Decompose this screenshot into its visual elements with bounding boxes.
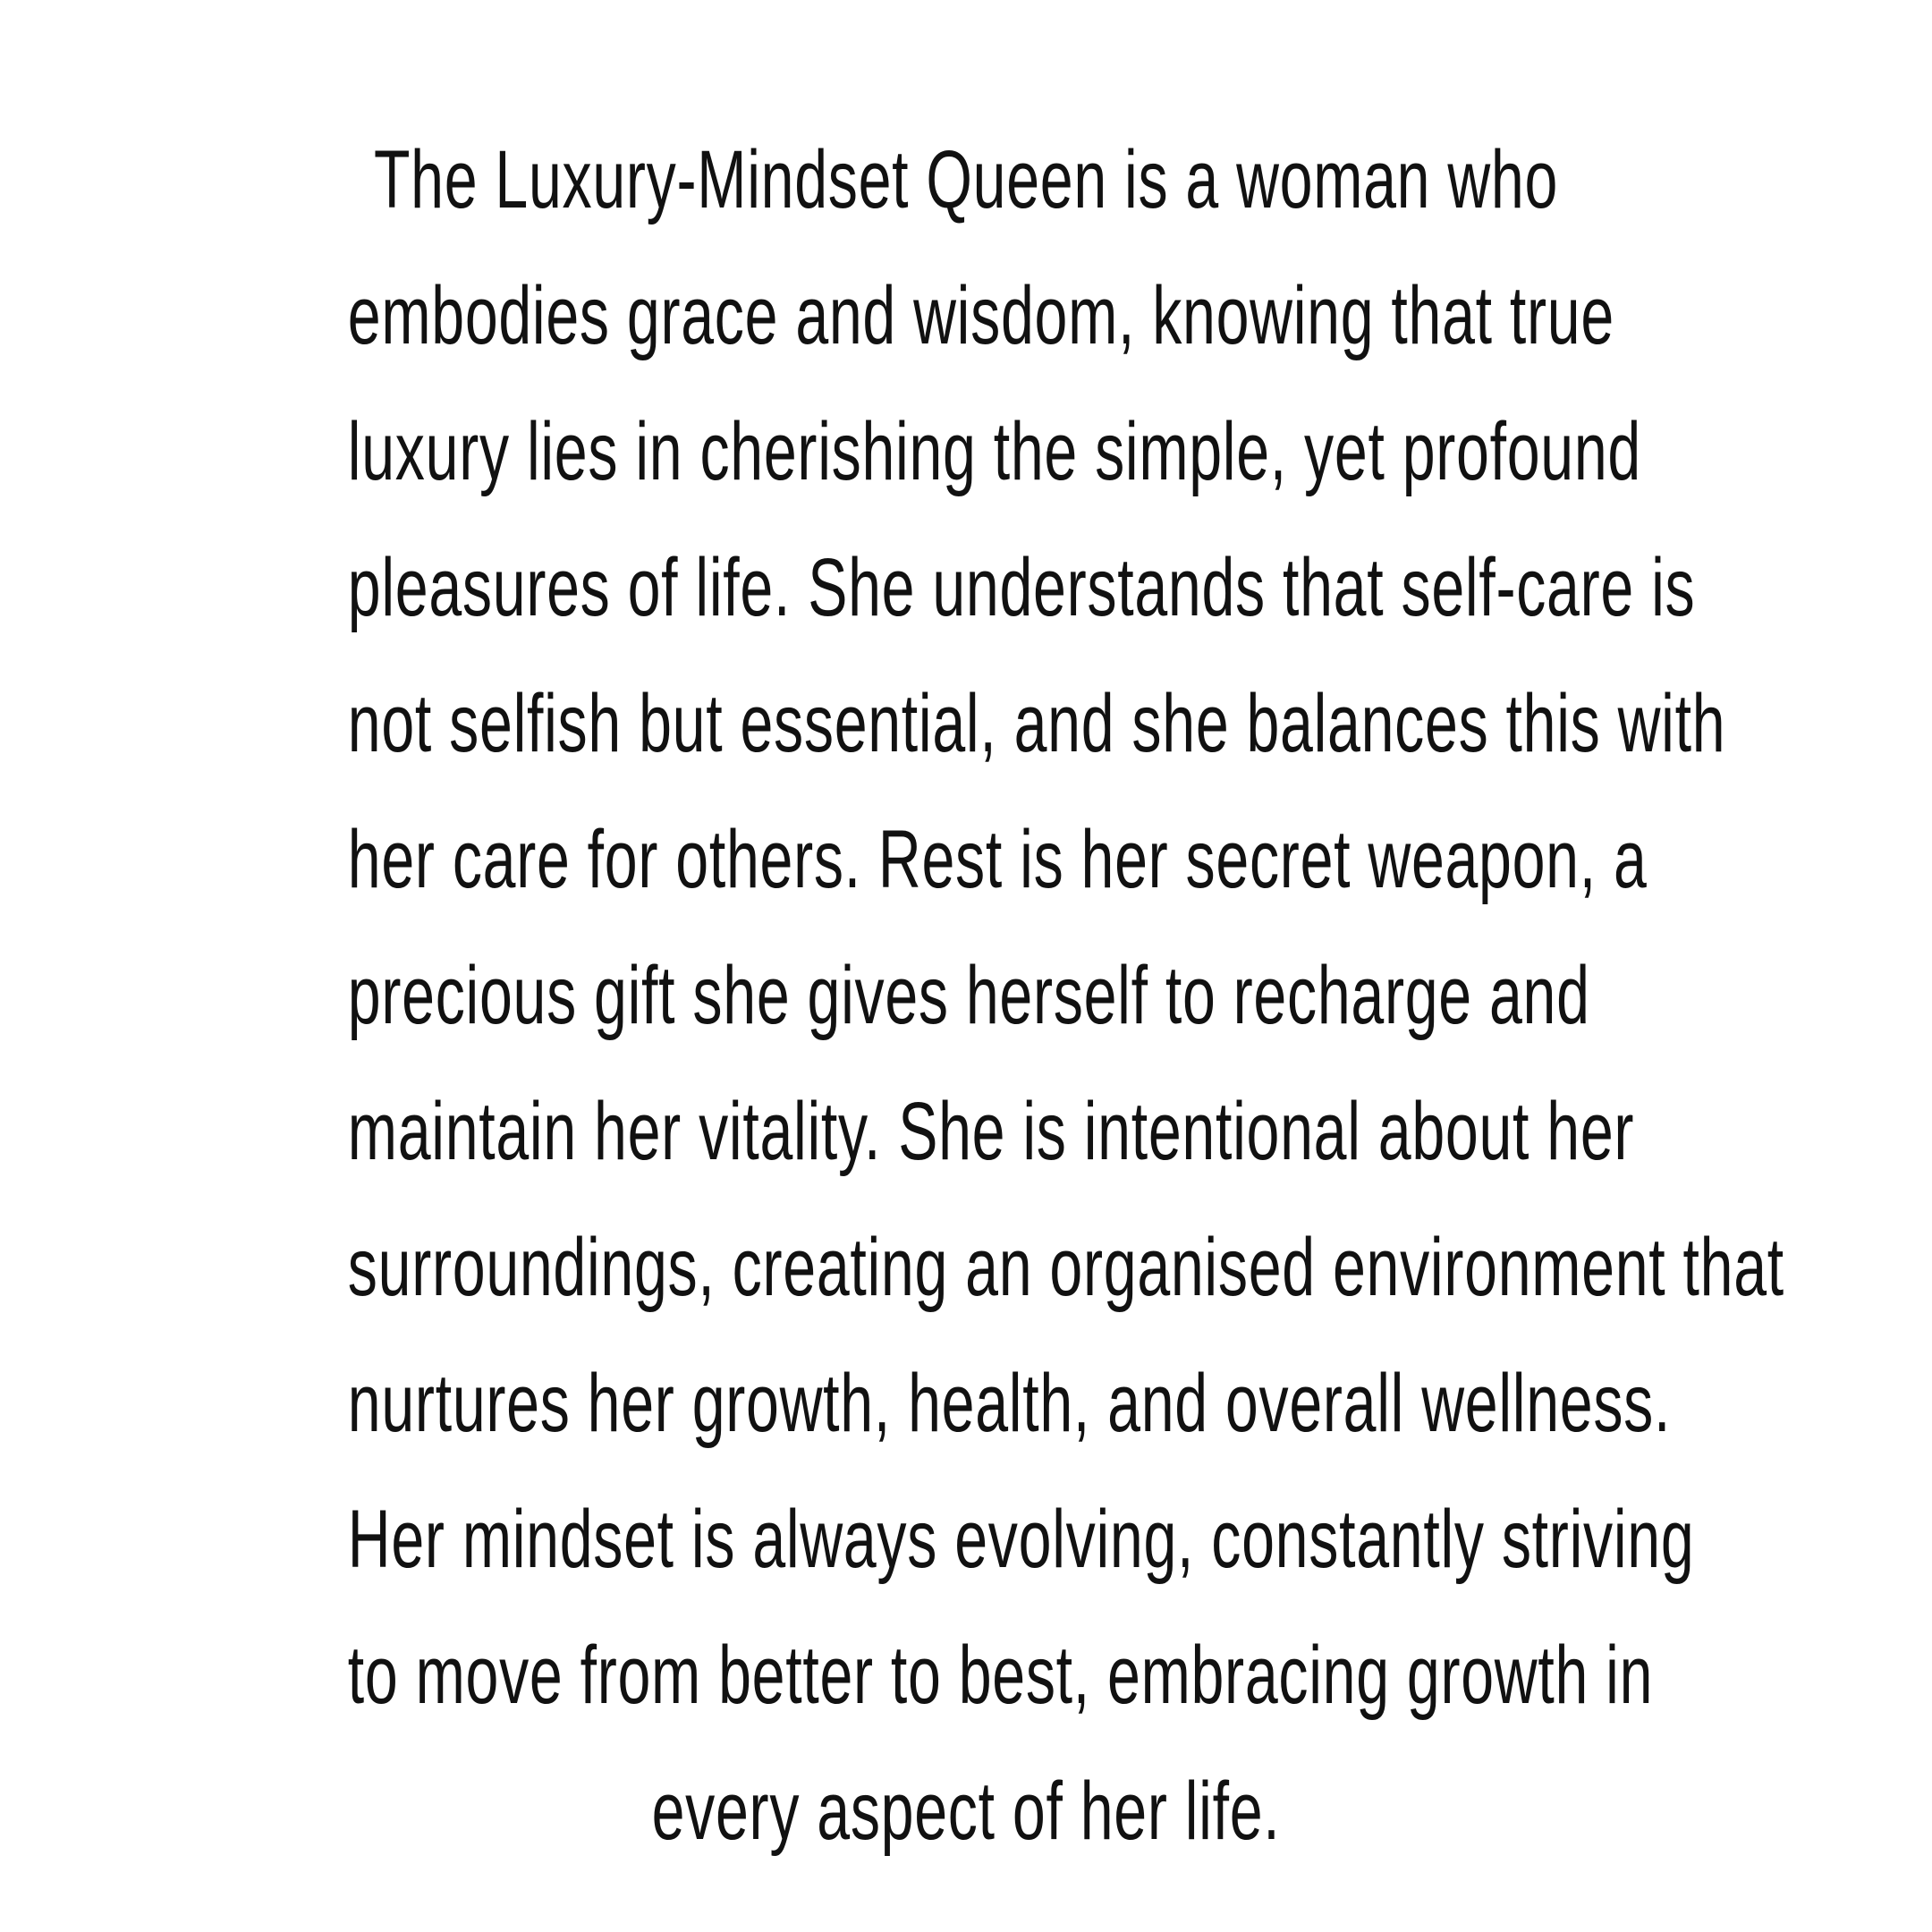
- text-line-2: embodies grace and wisdom, knowing that true: [347, 270, 1614, 361]
- text-line-7: precious gift she gives herself to recharge and: [347, 950, 1590, 1041]
- text-line-12: to move from better to best, embracing growth in: [347, 1630, 1654, 1721]
- text-line-1: The Luxury-Mindset Queen is a woman who: [373, 134, 1559, 225]
- text-line-6: her care for others. Rest is her secret weapon, a: [347, 814, 1648, 905]
- body-paragraph: [107, 112, 1825, 1879]
- text-line-3: luxury lies in cherishing the simple, yet profound: [347, 406, 1641, 497]
- text-line-11: Her mindset is always evolving, constantly striving: [347, 1494, 1695, 1585]
- text-line-4: pleasures of life. She understands that self-care is: [347, 542, 1696, 633]
- text-line-9: surroundings, creating an organised environment that: [347, 1222, 1784, 1313]
- text-line-5: not selfish but essential, and she balances this with: [347, 678, 1726, 769]
- text-line-8: maintain her vitality. She is intentional about her: [347, 1086, 1635, 1177]
- text-line-10: nurtures her growth, health, and overall wellness.: [347, 1358, 1672, 1449]
- text-line-13: every aspect of her life.: [651, 1766, 1281, 1857]
